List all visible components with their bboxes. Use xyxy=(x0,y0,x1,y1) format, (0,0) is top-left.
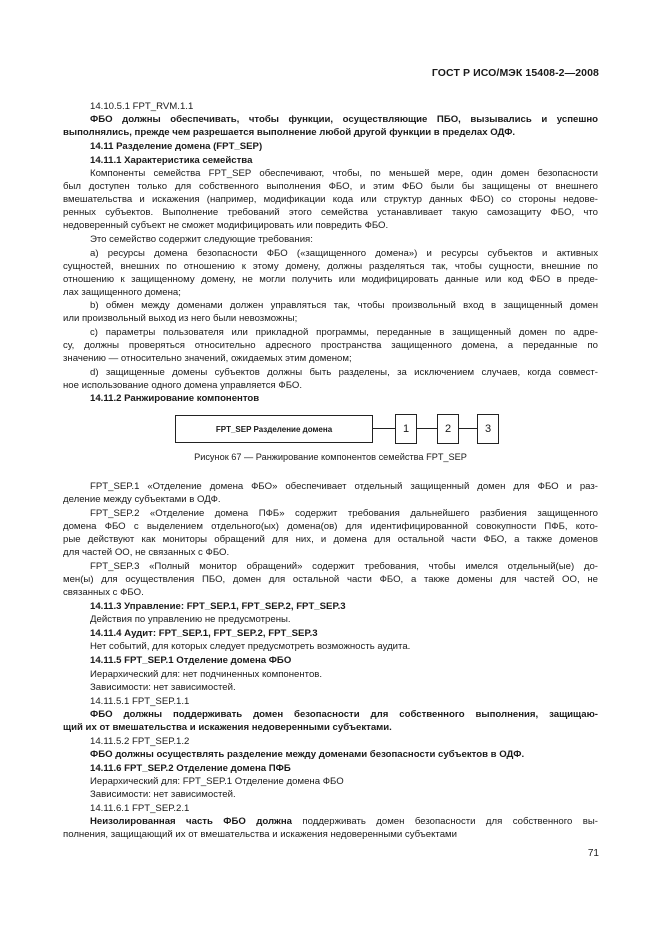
paragraph-line: вмешательства и искажения (например, модификации кода или структур данных ФБО) со стороны недове- xyxy=(63,194,598,205)
paragraph-line: домена ФБО с выделением отдельного(ых) домена(ов) для идентифицированной совокупности ПФБ, кото- xyxy=(63,521,598,532)
component-box-2: 2 xyxy=(437,414,459,444)
requirement-text: ФБО должны обеспечивать, чтобы функции, осуществляющие ПБО, вызывались и успешно xyxy=(90,114,598,125)
paragraph-line: для частей ОО, не связанных с ФБО. xyxy=(63,547,230,558)
requirement-text: выполнялись, прежде чем разрешается выполнение любой другой функции в пределах ОДФ. xyxy=(63,127,516,138)
paragraph-line: Нет событий, для которых следует предусмотреть возможность аудита. xyxy=(90,641,411,652)
requirement-text xyxy=(90,815,598,828)
requirement-text: ФБО должны осуществлять разделение между доменами безопасности субъектов в ОДФ. xyxy=(90,749,525,760)
paragraph-line: был доступен только для собственного выполнения ФБО, и этим ФБО были бы защищены от внешнего xyxy=(63,181,598,192)
requirement-rest: поддерживать домен безопасности для собственного вы- xyxy=(292,816,598,827)
clause-id: 14.11.5.1 FPT_SEP.1.1 xyxy=(90,696,190,707)
component-leveling-diagram xyxy=(175,414,500,444)
list-item-c: c) параметры пользователя или прикладной программы, переданные в защищенный домен по адре- xyxy=(90,327,598,338)
paragraph-line: деление между субъектами в ОДФ. xyxy=(63,494,221,505)
figure-caption: Рисунок 67 — Ранжирование компонентов семейства FPT_SEP xyxy=(194,452,467,462)
clause-id: 14.11.6.1 FPT_SEP.2.1 xyxy=(90,803,190,814)
section-heading: 14.11 Разделение домена (FPT_SEP) xyxy=(90,141,263,152)
paragraph-line: FPT_SEP.1 «Отделение домена ФБО» обеспечивает отдельный защищенный домен для ФБО и раз- xyxy=(90,481,598,492)
list-item-d: d) защищенные домены субъектов должны быть разделены, за исключением случаев, когда совмест- xyxy=(90,367,598,378)
requirement-text: щий их от вмешательства и искажения недоверенными субъектами. xyxy=(63,722,392,733)
paragraph-line: недоверенный субъект не сможет модифицировать или повредить ФБО. xyxy=(63,220,389,231)
list-item-c: значению — относительно значений, ожидаемых этим доменом; xyxy=(63,353,352,364)
paragraph-line: Иерархический для: FPT_SEP.1 Отделение домена ФБО xyxy=(90,776,344,787)
component-box-1: 1 xyxy=(395,414,417,444)
list-item-a: отношению к защищенному домену, не могли получить или модифицировать данные или код ФБО в преде- xyxy=(63,274,598,285)
family-box: FPT_SEP Разделение домена xyxy=(175,415,373,443)
clause-id: 14.10.5.1 FPT_RVM.1.1 xyxy=(90,101,194,112)
page-number: 71 xyxy=(587,848,599,859)
connector-line xyxy=(373,428,395,429)
list-item-d: ное использование одного домена управляется ФБО. xyxy=(63,380,303,391)
subsection-heading: 14.11.3 Управление: FPT_SEP.1, FPT_SEP.2, FPT_SEP.3 xyxy=(90,601,346,612)
paragraph-line: Это семейство содержит следующие требования: xyxy=(90,234,313,245)
subsection-heading: 14.11.6 FPT_SEP.2 Отделение домена ПФБ xyxy=(90,763,291,774)
subsection-heading: 14.11.1 Характеристика семейства xyxy=(90,155,253,166)
paragraph-line: Компоненты семейства FPT_SEP обеспечивают, чтобы, по меньшей мере, один домен безопасности xyxy=(90,168,598,179)
paragraph-line: ренных субъектов. Выполнение требований этого семейства устанавливает такую самозащиту ФБО, что xyxy=(63,207,598,218)
paragraph-line: Зависимости: нет зависимостей. xyxy=(90,682,236,693)
list-item-a: a) ресурсы домена безопасности ФБО («защищенного домена») и ресурсы субъектов и активных xyxy=(90,248,598,259)
list-item-a: сущностей, внешних по отношению к этому домену, должны разделяться так, чтобы сущности, внешние по xyxy=(63,261,598,272)
connector-line xyxy=(417,428,437,429)
paragraph-line: Иерархический для: нет подчиненных компонентов. xyxy=(90,669,323,680)
page-header: ГОСТ Р ИСО/МЭК 15408-2—2008 xyxy=(431,67,599,79)
clause-id: 14.11.5.2 FPT_SEP.1.2 xyxy=(90,736,190,747)
paragraph-line: Зависимости: нет зависимостей. xyxy=(90,789,236,800)
requirement-text: ФБО должны поддерживать домен безопасности для собственного выполнения, защищаю- xyxy=(90,709,598,720)
list-item-b: или произвольный выход из него были невозможны; xyxy=(63,313,298,324)
paragraph-line: FPT_SEP.3 «Полный монитор обращений» содержит требования, чтобы имелся отдельный(ые) до- xyxy=(90,561,598,572)
requirement-text: полнения, защищающий их от вмешательства и искажения недоверенными субъектами xyxy=(63,829,457,840)
paragraph-line: рые действуют как мониторы обращений для них, и домена для остальной части ФБО, а также доменов xyxy=(63,534,598,545)
list-item-c: су, должны проверяться относительно адресного пространства защищенного домена, а переданные по xyxy=(63,340,598,351)
connector-line xyxy=(459,428,479,429)
paragraph-line: мен(ы) для осуществления ПБО, домен для остальной части ФБО, а также домены для частей ОО, не xyxy=(63,574,598,585)
list-item-b: b) обмен между доменами должен управляться так, чтобы произвольный вход в защищенный домен xyxy=(90,300,598,311)
list-item-a: лах защищенного домена; xyxy=(63,287,181,298)
paragraph-line: связанных с ФБО. xyxy=(63,587,144,598)
subsection-heading: 14.11.2 Ранжирование компонентов xyxy=(90,393,260,404)
paragraph-line: FPT_SEP.2 «Отделение домена ПФБ» содержит требования дальнейшего разбиения защищенного xyxy=(90,508,598,519)
subsection-heading: 14.11.5 FPT_SEP.1 Отделение домена ФБО xyxy=(90,655,292,666)
paragraph-line: Действия по управлению не предусмотрены. xyxy=(90,614,291,625)
requirement-bold-part: Неизолированная часть ФБО должна xyxy=(90,816,292,827)
subsection-heading: 14.11.4 Аудит: FPT_SEP.1, FPT_SEP.2, FPT_SEP.3 xyxy=(90,628,318,639)
component-box-3: 3 xyxy=(477,414,499,444)
